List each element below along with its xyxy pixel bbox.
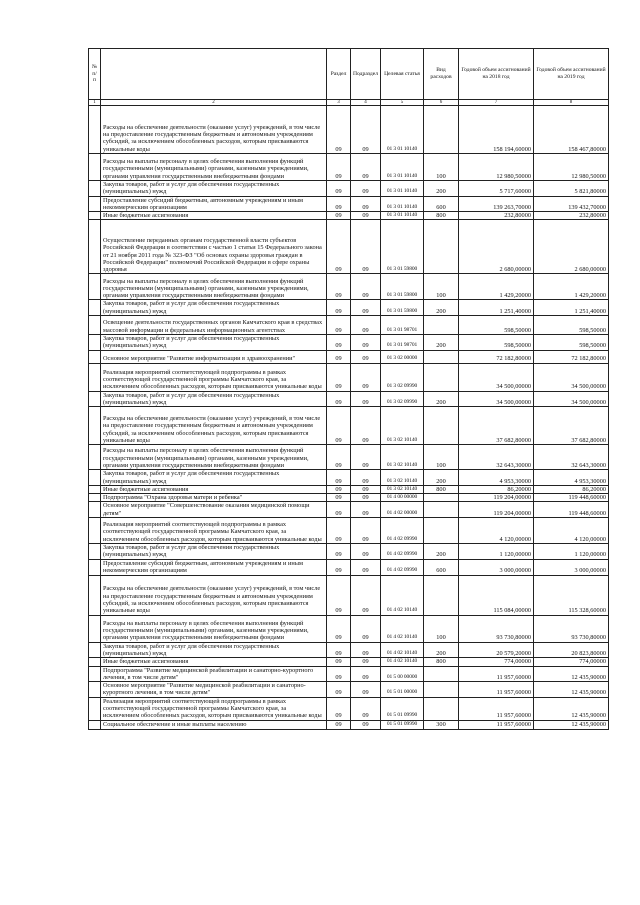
cell-amount-2018: 4 953,30000 [459,470,534,486]
header-razdel: Раздел [327,49,351,100]
cell-target-article: 01 3 02 10140 [381,485,424,493]
cell-razdel: 09 [327,196,351,212]
cell-expense-type [424,220,459,274]
cell-razdel: 09 [327,106,351,154]
cell-num [89,544,101,560]
cell-expense-type: 600 [424,196,459,212]
cell-name: Осуществление переданных органам государственной власти субъектов Российской Федерации в соответствии с частью 1 статьи 15 Федерального закона от 21 ноября 2011 года № 323-ФЗ "Об основах охраны здоровья граждан в Российской Федерации" полномочий Российской Федерации в сфере охраны здоровья [101,220,327,274]
cell-num [89,391,101,407]
cell-podrazdel: 09 [351,335,381,351]
cell-name: Расходы на выплаты персоналу в целях обеспечения выполнения функций государственными (муниципальными) органами, казенными учреждениями, органами управления государственными внебюджетными фондами [101,154,327,181]
cell-amount-2019: 3 000,00000 [534,559,609,575]
table-row [89,559,609,575]
cell-expense-type: 100 [424,615,459,642]
cell-amount-2018: 598,50000 [459,316,534,335]
cell-amount-2018: 1 120,00000 [459,544,534,560]
cell-num [89,407,101,445]
table-row [89,658,609,666]
cell-amount-2018: 139 263,70000 [459,196,534,212]
header-year-2019: Годовой объем ассигнований на 2019 год [534,49,609,100]
cell-num [89,350,101,363]
cell-num [89,470,101,486]
cell-expense-type: 200 [424,300,459,316]
header-expense-type: Вид расходов [424,49,459,100]
cell-num [89,559,101,575]
cell-num [89,502,101,518]
cell-name: Иные бюджетные ассигнования [101,485,327,493]
cell-expense-type: 100 [424,274,459,300]
cell-amount-2018: 1 429,20000 [459,274,534,300]
cell-razdel: 09 [327,682,351,698]
table-row [89,407,609,445]
cell-num [89,212,101,220]
cell-num [89,518,101,544]
cell-amount-2018: 37 682,80000 [459,407,534,445]
table-row [89,682,609,698]
cell-target-article: 01 3 01 10140 [381,196,424,212]
cell-expense-type [424,697,459,720]
cell-amount-2018: 11 957,60000 [459,720,534,729]
cell-expense-type [424,575,459,615]
cell-expense-type [424,682,459,698]
cell-amount-2019: 1 120,00000 [534,544,609,560]
cell-expense-type [424,106,459,154]
cell-razdel: 09 [327,642,351,658]
cell-amount-2019: 32 643,30000 [534,445,609,470]
table-row [89,106,609,154]
col-number: 7 [459,100,534,106]
cell-podrazdel: 09 [351,544,381,560]
cell-target-article: 01 3 02 10140 [381,445,424,470]
cell-amount-2019: 4 953,30000 [534,470,609,486]
cell-name: Реализация мероприятий соответствующей подпрограммы в рамках соответствующей государственной программы Камчатского края, за исключением обособленных расходов, которым присваиваются уникальные коды [101,518,327,544]
cell-amount-2019: 5 821,80000 [534,181,609,197]
cell-amount-2019: 34 500,00000 [534,391,609,407]
cell-target-article: 01 3 01 10140 [381,106,424,154]
cell-amount-2018: 12 980,50000 [459,154,534,181]
cell-podrazdel: 09 [351,274,381,300]
cell-target-article: 01 4 02 10140 [381,575,424,615]
col-number: 2 [101,100,327,106]
cell-amount-2019: 12 435,90000 [534,666,609,682]
cell-razdel: 09 [327,363,351,391]
cell-amount-2018: 93 730,80000 [459,615,534,642]
table-row [89,544,609,560]
cell-amount-2018: 11 957,60000 [459,666,534,682]
cell-razdel: 09 [327,316,351,335]
cell-target-article: 01 3 01 98701 [381,335,424,351]
cell-target-article: 01 4 00 00000 [381,494,424,502]
table-row [89,181,609,197]
header-num: № п/п [89,49,101,100]
cell-name: Подпрограмма "Охрана здоровья матери и ребенка" [101,494,327,502]
header-podrazdel: Подраздел [351,49,381,100]
cell-amount-2019: 72 182,80000 [534,350,609,363]
cell-name: Социальное обеспечение и иные выплаты населению [101,720,327,729]
cell-target-article: 01 4 02 10140 [381,642,424,658]
cell-amount-2019: 12 435,90000 [534,720,609,729]
cell-amount-2018: 34 500,00000 [459,363,534,391]
cell-amount-2018: 20 579,20000 [459,642,534,658]
cell-podrazdel: 09 [351,363,381,391]
cell-razdel: 09 [327,485,351,493]
cell-expense-type: 200 [424,391,459,407]
cell-podrazdel: 09 [351,502,381,518]
cell-amount-2018: 119 204,00000 [459,502,534,518]
cell-target-article: 01 3 01 98701 [381,316,424,335]
cell-name: Расходы на выплаты персоналу в целях обеспечения выполнения функций государственными (муниципальными) органами, казенными учреждениями, органами управления государственными внебюджетными фондами [101,274,327,300]
cell-podrazdel: 09 [351,316,381,335]
table-row [89,575,609,615]
cell-num [89,494,101,502]
cell-podrazdel: 09 [351,642,381,658]
cell-razdel: 09 [327,391,351,407]
cell-target-article: 01 3 01 59800 [381,220,424,274]
cell-target-article: 01 4 02 10140 [381,658,424,666]
cell-amount-2019: 12 980,50000 [534,154,609,181]
cell-num [89,666,101,682]
cell-amount-2019: 232,80000 [534,212,609,220]
cell-podrazdel: 09 [351,658,381,666]
cell-razdel: 09 [327,445,351,470]
cell-amount-2019: 598,50000 [534,316,609,335]
cell-amount-2019: 12 435,90000 [534,697,609,720]
col-number: 8 [534,100,609,106]
cell-target-article: 01 4 02 09990 [381,559,424,575]
cell-name: Иные бюджетные ассигнования [101,212,327,220]
cell-amount-2019: 115 328,60000 [534,575,609,615]
cell-target-article: 01 3 01 10140 [381,181,424,197]
cell-podrazdel: 09 [351,615,381,642]
cell-num [89,154,101,181]
cell-razdel: 09 [327,697,351,720]
cell-podrazdel: 09 [351,720,381,729]
cell-razdel: 09 [327,181,351,197]
table-row [89,666,609,682]
cell-amount-2018: 119 204,00000 [459,494,534,502]
cell-podrazdel: 09 [351,494,381,502]
cell-num [89,106,101,154]
cell-razdel: 09 [327,502,351,518]
cell-num [89,697,101,720]
cell-amount-2018: 4 120,00000 [459,518,534,544]
cell-amount-2019: 2 680,00000 [534,220,609,274]
cell-podrazdel: 09 [351,575,381,615]
cell-expense-type: 600 [424,559,459,575]
cell-razdel: 09 [327,470,351,486]
cell-podrazdel: 09 [351,470,381,486]
cell-amount-2018: 86,20000 [459,485,534,493]
cell-target-article: 01 4 02 09990 [381,518,424,544]
col-number: 3 [327,100,351,106]
cell-num [89,658,101,666]
table-row [89,391,609,407]
cell-expense-type: 100 [424,154,459,181]
cell-expense-type: 200 [424,470,459,486]
table-row [89,720,609,729]
cell-target-article: 01 5 01 09990 [381,720,424,729]
cell-expense-type: 100 [424,445,459,470]
cell-podrazdel: 09 [351,391,381,407]
table-row [89,494,609,502]
cell-expense-type [424,502,459,518]
cell-expense-type [424,407,459,445]
table-row [89,502,609,518]
cell-amount-2019: 774,00000 [534,658,609,666]
cell-num [89,445,101,470]
cell-expense-type: 200 [424,335,459,351]
cell-razdel: 09 [327,154,351,181]
col-number: 4 [351,100,381,106]
cell-razdel: 09 [327,212,351,220]
cell-name: Расходы на обеспечение деятельности (оказание услуг) учреждений, в том числе на предоставление государственным бюджетным и автономным учреждениям субсидий, за исключением обособленных расходов, которым присваиваются уникальные коды [101,106,327,154]
cell-podrazdel: 09 [351,181,381,197]
table-row [89,518,609,544]
cell-name: Закупка товаров, работ и услуг для обеспечения государственных (муниципальных) нужд [101,470,327,486]
cell-name: Освещение деятельности государственных органов Камчатского края в средствах массовой информации и федеральных информационных агентствах [101,316,327,335]
cell-razdel: 09 [327,274,351,300]
cell-razdel: 09 [327,335,351,351]
table-row [89,485,609,493]
cell-amount-2018: 598,50000 [459,335,534,351]
cell-target-article: 01 3 02 10140 [381,470,424,486]
cell-name: Реализация мероприятий соответствующей подпрограммы в рамках соответствующей государственной программы Камчатского края, за исключением обособленных расходов, которым присваиваются уникальные коды [101,697,327,720]
cell-podrazdel: 09 [351,559,381,575]
cell-num [89,274,101,300]
cell-razdel: 09 [327,559,351,575]
table-body [89,100,609,730]
cell-target-article: 01 5 01 00000 [381,682,424,698]
table-row [89,220,609,274]
cell-name: Расходы на выплаты персоналу в целях обеспечения выполнения функций государственными (муниципальными) органами, казенными учреждениями, органами управления государственными внебюджетными фондами [101,445,327,470]
cell-amount-2018: 1 251,40000 [459,300,534,316]
cell-podrazdel: 09 [351,666,381,682]
cell-expense-type: 800 [424,485,459,493]
cell-name: Реализация мероприятий соответствующей подпрограммы в рамках соответствующей государственной программы Камчатского края, за исключением обособленных расходов, которым присваиваются уникальные коды [101,363,327,391]
cell-amount-2018: 72 182,80000 [459,350,534,363]
cell-target-article: 01 3 01 59800 [381,300,424,316]
cell-name: Расходы на обеспечение деятельности (оказание услуг) учреждений, в том числе на предоставление государственным бюджетным и автономным учреждениям субсидий, за исключением обособленных расходов, которым присваиваются уникальные коды [101,407,327,445]
cell-amount-2019: 1 251,40000 [534,300,609,316]
cell-name: Закупка товаров, работ и услуг для обеспечения государственных (муниципальных) нужд [101,335,327,351]
cell-amount-2019: 34 500,00000 [534,363,609,391]
cell-amount-2019: 119 448,60000 [534,502,609,518]
cell-podrazdel: 09 [351,445,381,470]
cell-expense-type [424,316,459,335]
table-row [89,300,609,316]
cell-podrazdel: 09 [351,154,381,181]
cell-amount-2018: 774,00000 [459,658,534,666]
cell-num [89,642,101,658]
table-row [89,445,609,470]
cell-target-article: 01 4 02 10140 [381,615,424,642]
cell-podrazdel: 09 [351,350,381,363]
cell-name: Основное мероприятие "Развитие медицинской реабилитации и санаторно-курортного лечения, в том числе детям" [101,682,327,698]
cell-num [89,575,101,615]
cell-name: Расходы на выплаты персоналу в целях обеспечения выполнения функций государственными (муниципальными) органами, казенными учреждениями, органами управления государственными внебюджетными фондами [101,615,327,642]
cell-razdel: 09 [327,544,351,560]
cell-expense-type [424,350,459,363]
cell-amount-2019: 1 429,20000 [534,274,609,300]
cell-expense-type: 200 [424,642,459,658]
table-row [89,363,609,391]
cell-podrazdel: 09 [351,106,381,154]
col-number: 1 [89,100,101,106]
cell-num [89,196,101,212]
cell-expense-type [424,363,459,391]
cell-name: Закупка товаров, работ и услуг для обеспечения государственных (муниципальных) нужд [101,544,327,560]
cell-amount-2018: 232,80000 [459,212,534,220]
cell-amount-2018: 158 194,60000 [459,106,534,154]
cell-name: Закупка товаров, работ и услуг для обеспечения государственных (муниципальных) нужд [101,181,327,197]
cell-amount-2018: 5 717,60000 [459,181,534,197]
cell-name: Основное мероприятие "Совершенствование оказания медицинской помощи детям" [101,502,327,518]
cell-num [89,363,101,391]
cell-amount-2018: 115 084,00000 [459,575,534,615]
cell-target-article: 01 3 01 10140 [381,212,424,220]
cell-num [89,720,101,729]
cell-expense-type [424,666,459,682]
cell-target-article: 01 5 01 09990 [381,697,424,720]
table-row [89,642,609,658]
cell-razdel: 09 [327,407,351,445]
cell-target-article: 01 3 02 10140 [381,407,424,445]
cell-amount-2019: 12 435,90000 [534,682,609,698]
cell-expense-type [424,518,459,544]
cell-amount-2019: 4 120,00000 [534,518,609,544]
cell-target-article: 01 3 02 00000 [381,350,424,363]
cell-razdel: 09 [327,350,351,363]
header-name [101,49,327,100]
cell-amount-2019: 119 448,60000 [534,494,609,502]
cell-name: Предоставление субсидий бюджетным, автономным учреждениям и иным некоммерческим организациям [101,559,327,575]
cell-num [89,316,101,335]
table-row [89,316,609,335]
cell-podrazdel: 09 [351,697,381,720]
cell-amount-2018: 11 957,60000 [459,697,534,720]
cell-razdel: 09 [327,720,351,729]
cell-target-article: 01 4 02 00000 [381,502,424,518]
cell-amount-2019: 20 823,80000 [534,642,609,658]
cell-podrazdel: 09 [351,196,381,212]
header-target-article: Целевая статья [381,49,424,100]
cell-expense-type: 200 [424,544,459,560]
col-number: 6 [424,100,459,106]
table-row [89,196,609,212]
table-row [89,335,609,351]
cell-num [89,181,101,197]
cell-target-article: 01 3 01 10140 [381,154,424,181]
cell-razdel: 09 [327,666,351,682]
cell-podrazdel: 09 [351,407,381,445]
cell-name: Закупка товаров, работ и услуг для обеспечения государственных (муниципальных) нужд [101,642,327,658]
cell-expense-type: 200 [424,181,459,197]
cell-razdel: 09 [327,658,351,666]
table-row [89,615,609,642]
cell-amount-2019: 139 432,70000 [534,196,609,212]
cell-podrazdel: 09 [351,518,381,544]
cell-podrazdel: 09 [351,220,381,274]
table-row [89,350,609,363]
table-row [89,697,609,720]
cell-num [89,615,101,642]
cell-target-article: 01 5 00 00000 [381,666,424,682]
cell-num [89,682,101,698]
cell-name: Основное мероприятие "Развитие информатизации в здравоохранении" [101,350,327,363]
cell-amount-2018: 34 500,00000 [459,391,534,407]
cell-podrazdel: 09 [351,300,381,316]
cell-target-article: 01 3 02 09990 [381,391,424,407]
cell-name: Закупка товаров, работ и услуг для обеспечения государственных (муниципальных) нужд [101,300,327,316]
cell-razdel: 09 [327,615,351,642]
cell-razdel: 09 [327,575,351,615]
cell-amount-2018: 2 680,00000 [459,220,534,274]
cell-target-article: 01 3 02 09990 [381,363,424,391]
cell-amount-2019: 93 730,80000 [534,615,609,642]
cell-num [89,220,101,274]
cell-num [89,335,101,351]
cell-podrazdel: 09 [351,212,381,220]
cell-expense-type: 300 [424,720,459,729]
cell-name: Предоставление субсидий бюджетным, автономным учреждениям и иным некоммерческим организациям [101,196,327,212]
cell-num [89,485,101,493]
cell-expense-type [424,494,459,502]
table-row [89,154,609,181]
cell-amount-2018: 32 643,30000 [459,445,534,470]
cell-name: Закупка товаров, работ и услуг для обеспечения государственных (муниципальных) нужд [101,391,327,407]
cell-name: Иные бюджетные ассигнования [101,658,327,666]
table-row [89,212,609,220]
header-year-2018: Годовой объем ассигнований на 2018 год [459,49,534,100]
budget-table [88,48,609,730]
cell-amount-2019: 158 467,80000 [534,106,609,154]
cell-name: Подпрограмма "Развитие медицинской реабилитации и санаторно-курортного лечения, в том числе детям" [101,666,327,682]
cell-target-article: 01 3 01 59800 [381,274,424,300]
cell-expense-type: 800 [424,658,459,666]
col-number: 5 [381,100,424,106]
cell-razdel: 09 [327,300,351,316]
cell-name: Расходы на обеспечение деятельности (оказание услуг) учреждений, в том числе на предоставление государственным бюджетным и автономным учреждениям субсидий, за исключением обособленных расходов, которым присваиваются уникальные коды [101,575,327,615]
table-row [89,470,609,486]
cell-razdel: 09 [327,220,351,274]
header-row [89,49,609,100]
cell-razdel: 09 [327,494,351,502]
cell-expense-type: 800 [424,212,459,220]
cell-amount-2019: 598,50000 [534,335,609,351]
cell-amount-2018: 3 000,00000 [459,559,534,575]
cell-amount-2018: 11 957,60000 [459,682,534,698]
cell-amount-2019: 86,20000 [534,485,609,493]
cell-amount-2019: 37 682,80000 [534,407,609,445]
cell-razdel: 09 [327,518,351,544]
cell-podrazdel: 09 [351,485,381,493]
cell-podrazdel: 09 [351,682,381,698]
table-row [89,274,609,300]
cell-num [89,300,101,316]
cell-target-article: 01 4 02 09990 [381,544,424,560]
